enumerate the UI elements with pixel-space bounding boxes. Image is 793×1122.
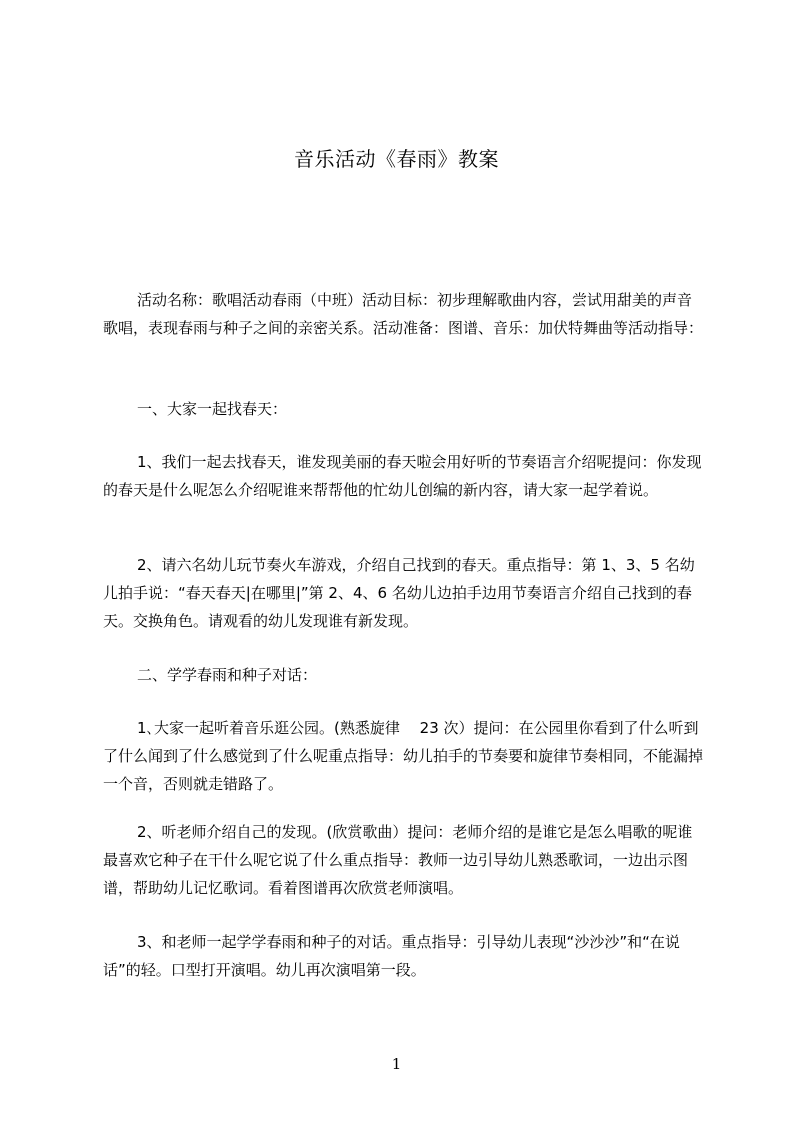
section-2-paragraph-3: 3、和老师一起学学春雨和种子的对话。重点指导：引导幼儿表现“沙沙沙”和“在说话”的轻。口型打开演唱。幼儿再次演唱第一段。 [103, 933, 680, 979]
section-2-paragraph-2: 2、听老师介绍自己的发现。(欣赏歌曲）提问：老师介绍的是谁它是怎么唱歌的呢谁最喜欢它种子在干什么呢它说了什么重点指导：教师一边引导幼儿熟悉歌词，一边出示图谱，帮助幼儿记忆歌词。看着图谱再次欣赏老师演唱。 [103, 823, 693, 897]
intro-paragraph: 活动名称：歌唱活动春雨（中班）活动目标：初步理解歌曲内容，尝试用甜美的声音歌唱，表现春雨与种子之间的亲密关系。活动准备：图谱、音乐：加伏特舞曲等活动指导： [103, 291, 704, 337]
section-1-paragraph-2: 2、请六名幼儿玩节奏火车游戏，介绍自己找到的春天。重点指导：第 1、3、5 名幼儿拍手说：“春天春天|在哪里|”第 2、4、6 名幼儿边拍手边用节奏语言介绍自己找到的春天。交换角色。请观看的幼儿发现谁有新发现。 [103, 556, 695, 630]
section-1-heading: 一、大家一起找春天： [137, 400, 288, 418]
document-title: 音乐活动《春雨》教案 [294, 147, 499, 171]
page-number: 1 [391, 1055, 402, 1073]
section-1-paragraph-1: 1、我们一起去找春天，谁发现美丽的春天啦会用好听的节奏语言介绍呢提问：你发现的春天是什么呢怎么介绍呢谁来帮帮他的忙幼儿创编的新内容，请大家一起学着说。 [103, 453, 702, 499]
section-2-paragraph-1: 1､大家一起听着音乐逛公园。(熟悉旋律 23 次）提问：在公园里你看到了什么听到了什么闻到了什么感觉到了什么呢重点指导：幼儿拍手的节奏要和旋律节奏相同，不能漏掉一个音，否则就走错路了。 [103, 719, 704, 793]
section-2-heading: 二、学学春雨和种子对话： [137, 666, 318, 684]
